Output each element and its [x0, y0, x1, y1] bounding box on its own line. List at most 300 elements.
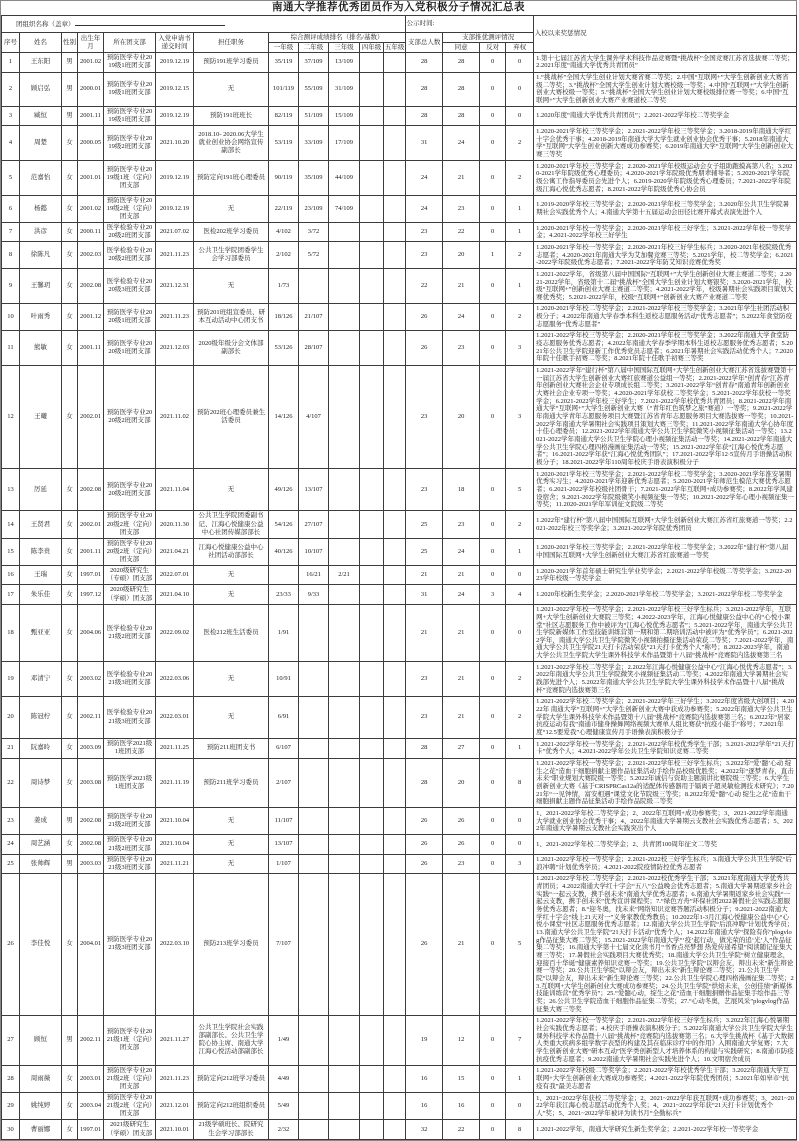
cell-duty: 无 — [194, 854, 269, 873]
cell-rank-grade5 — [384, 365, 406, 469]
cell-abstain: 2 — [506, 511, 534, 538]
cell-name: 顾恒 — [20, 1015, 62, 1065]
cell-no: 30 — [2, 1120, 20, 1139]
cell-apply-date: 2021.10.01 — [156, 1120, 194, 1139]
cell-oppose: 0 — [480, 365, 506, 469]
cell-abstain: 2 — [506, 126, 534, 161]
cell-duty: 无 — [194, 566, 269, 585]
cell-branch-total: 28 — [406, 53, 443, 72]
cell-branch-total: 28 — [406, 72, 443, 107]
cell-abstain: 1 — [506, 739, 534, 758]
cell-duty: 医检212班生活委员 — [194, 604, 269, 662]
cell-rank-grade4 — [360, 585, 384, 604]
cell-rank-grade1: 5/49 — [269, 1093, 299, 1120]
cell-no: 5 — [2, 161, 20, 196]
cell-name: 臧恒 — [20, 107, 62, 126]
cell-rank-grade3 — [329, 469, 360, 511]
cell-abstain: 0 — [506, 107, 534, 126]
cell-branch-total: 23 — [406, 242, 443, 269]
cell-sex: 男 — [62, 72, 78, 107]
cell-name: 姜成 — [20, 808, 62, 835]
cell-rank-grade1: 10/91 — [269, 662, 299, 697]
cell-branch: 2021级研究生（学硕）团支部 — [104, 1120, 156, 1139]
cell-rank-grade4 — [360, 662, 384, 697]
cell-no: 11 — [2, 330, 20, 365]
cell-sex: 女 — [62, 873, 78, 1015]
cell-apply-date: 2022.03.01 — [156, 696, 194, 738]
table-row — [2, 758, 797, 808]
cell-apply-date: 2021.07.02 — [156, 223, 194, 242]
col-header-no: 序号 — [2, 33, 20, 53]
cell-rank-grade5 — [384, 662, 406, 697]
cell-apply-date: 2019.12.15 — [156, 72, 194, 107]
cell-agree: 26 — [443, 808, 480, 835]
cell-no: 6 — [2, 195, 20, 222]
cell-rank-grade4 — [360, 604, 384, 662]
table-row — [2, 585, 797, 604]
cell-rank-grade1 — [269, 566, 299, 585]
cell-rank-grade2 — [299, 854, 329, 873]
cell-abstain: 1 — [506, 195, 534, 222]
cell-sex: 女 — [62, 538, 78, 565]
cell-apply-date: 2019.12.19 — [156, 53, 194, 72]
cell-rank-grade1: 1/49 — [269, 1015, 299, 1065]
cell-rank-grade2: 33/109 — [299, 126, 329, 161]
cell-awards: 1、2021-2022学年校二等奖学金；2、共青团100周年征文二等奖 — [534, 835, 797, 854]
cell-rank-grade4 — [360, 739, 384, 758]
table-row — [2, 126, 797, 161]
cell-birth: 2003.03 — [78, 854, 104, 873]
cell-branch: 2020级研究生（学硕）团支部 — [104, 585, 156, 604]
cell-branch: 医学检验专业2021级3班团支部 — [104, 662, 156, 697]
cell-duty: 无 — [194, 585, 269, 604]
cell-no: 19 — [2, 662, 20, 697]
cell-rank-grade2: 9/33 — [299, 585, 329, 604]
cell-duty: 2018.10- 2020.06大学生就业创业协会网络宣传副部长 — [194, 126, 269, 161]
cell-sex: 男 — [62, 107, 78, 126]
cell-agree: 28 — [443, 72, 480, 107]
cell-oppose: 0 — [480, 1015, 506, 1065]
cell-awards: 1.2020年校新生奖学金；2.2020-2021学年校二等奖学金；3.2021-2022学年校二等奖学金 — [534, 585, 797, 604]
col-header-grade3: 三年级 — [329, 43, 360, 53]
cell-sex: 女 — [62, 1065, 78, 1092]
cell-abstain: 3 — [506, 854, 534, 873]
cell-branch: 医学检验专业2021级2班团支部 — [104, 604, 156, 662]
cell-duty: 预防191班班长 — [194, 107, 269, 126]
cell-awards: 1.第十七届江苏省大学生课外学术科技作品竞赛暨“挑战杯”全国竞赛江苏省选拔赛二等奖；2.2021年度“南通大学优秀共青团员” — [534, 53, 797, 72]
cell-abstain: 3 — [506, 365, 534, 469]
col-header-grade5: 五年级 — [384, 43, 406, 53]
cell-name: 王曦 — [20, 365, 62, 469]
cell-sex: 女 — [62, 739, 78, 758]
cell-apply-date: 2019.12.19 — [156, 107, 194, 126]
cell-rank-grade3 — [329, 269, 360, 304]
table-row — [2, 107, 797, 126]
cell-rank-grade1: 6/91 — [269, 696, 299, 738]
signature-line — [75, 19, 225, 26]
cell-abstain: 2 — [506, 242, 534, 269]
table-row — [2, 1093, 797, 1120]
cell-rank-grade1: 22/119 — [269, 195, 299, 222]
cell-rank-grade4 — [360, 873, 384, 1015]
cell-rank-grade1: 1/73 — [269, 269, 299, 304]
cell-oppose: 0 — [480, 739, 506, 758]
cell-no: 8 — [2, 242, 20, 269]
cell-no: 1 — [2, 53, 20, 72]
cell-branch-total: 22 — [406, 269, 443, 304]
cell-awards: 1.2020-2021学年首年硕士研究生学业奖学金；2.2021-2022学年校级二等奖学金；3.2022-2023学年校级一等奖学金 — [534, 566, 797, 585]
cell-branch-total: 32 — [406, 1120, 443, 1139]
cell-oppose: 0 — [480, 126, 506, 161]
cell-apply-date: 2021.10.04 — [156, 835, 194, 854]
cell-branch: 预防医学2021级1班团支部 — [104, 758, 156, 808]
cell-duty: 预防191班学习委员 — [194, 53, 269, 72]
cell-abstain: 0 — [506, 53, 534, 72]
cell-rank-grade5 — [384, 330, 406, 365]
table-row — [2, 604, 797, 662]
cell-rank-grade1: 53/126 — [269, 330, 299, 365]
cell-branch-total: 19 — [406, 1015, 443, 1065]
cell-branch-total: 25 — [406, 538, 443, 565]
cell-branch: 预防医学专业2019级1班（定向）团支部 — [104, 161, 156, 196]
cell-duty: 无 — [194, 808, 269, 835]
cell-sex: 女 — [62, 696, 78, 738]
cell-awards: 1.2020-2021学年校三等奖学金；2.2020-2021学年校级运动会女子组助跑摸高第八名；3.2020-2021学年院级优秀心理委员；4.2020-2021学年院级优秀朋辈辅导者；5.2020-2021学年院级公寓工作指导委员会先进个人；6.2019-2020学年院级优秀心理委员；7.2021-2022学年院级江海心悦优秀志愿者；8.2021-2022学年院级优秀心协会员 — [534, 161, 797, 196]
cell-no: 22 — [2, 758, 20, 808]
cell-branch-total: 21 — [406, 566, 443, 585]
cell-sex: 女 — [62, 585, 78, 604]
cell-name: 甄亚亚 — [20, 604, 62, 662]
cell-agree: 20 — [443, 242, 480, 269]
cell-sex: 女 — [62, 195, 78, 222]
cell-oppose: 0 — [480, 835, 506, 854]
col-header-branch: 所在团支部 — [104, 33, 156, 53]
cell-duty: 预防定向191班心理委员 — [194, 161, 269, 196]
table-row — [2, 195, 797, 222]
cell-rank-grade3 — [329, 758, 360, 808]
cell-oppose: 0 — [480, 330, 506, 365]
table-row — [2, 330, 797, 365]
cell-name: 陈冠柠 — [20, 696, 62, 738]
cell-rank-grade2: 35/109 — [299, 161, 329, 196]
cell-awards: 1.2020-2021学年校二等奖学金；2.2021-2022学年校三等奖学金；3.2021年学生社团活动积极分子；4.2022年南通大学春季本科生返校志愿服务活动“优秀志愿者”；5.2022年食堂防疫志愿服务“优秀志愿者” — [534, 303, 797, 330]
cell-rank-grade2: 23/109 — [299, 195, 329, 222]
cell-name: 王东阳 — [20, 53, 62, 72]
cell-agree: 28 — [443, 107, 480, 126]
cell-awards: 1.2020-2021学年校三等奖学金；2.2021-2022学年校二等奖学金；3.2020-2021学年淮安暑期优秀实习生；4.2020-2021学年迎新优秀志愿者；5.2020-2021学年师范生模范大赛优秀志愿者；6.2021-2022学年校级社团骨干；7.2021-2022学年互联网+成功参赛奖；8.2022年学风建设宿舍；9.2021-2022学年院级微笑小视频征集一等奖；10.2021-2022学年心理小视频征集一等奖；11.2020-2021学年军训征文院级二等奖 — [534, 469, 797, 511]
cell-branch-total: 23 — [406, 223, 443, 242]
cell-no: 20 — [2, 696, 20, 738]
cell-rank-grade5 — [384, 585, 406, 604]
cell-name: 王瑞 — [20, 566, 62, 585]
cell-rank-grade5 — [384, 223, 406, 242]
cell-duty: 预防202班心理委员兼生活委员 — [194, 365, 269, 469]
table-row — [2, 1065, 797, 1092]
cell-name: 周楚 — [20, 126, 62, 161]
cell-abstain: 0 — [506, 808, 534, 835]
cell-duty: 预防211班学习委员 — [194, 758, 269, 808]
cell-rank-grade3: 74/109 — [329, 195, 360, 222]
cell-sex: 女 — [62, 662, 78, 697]
cell-no: 28 — [2, 1065, 20, 1092]
cell-agree: 20 — [443, 758, 480, 808]
cell-no: 16 — [2, 566, 20, 585]
cell-branch-total: 26 — [406, 854, 443, 873]
cell-branch: 预防医学专业2021级2班团支部 — [104, 835, 156, 854]
cell-rank-grade2 — [299, 1065, 329, 1092]
cell-birth: 2001.11 — [78, 330, 104, 365]
cell-duty: 无 — [194, 835, 269, 854]
cell-branch: 预防医学专业2019级1班团支部 — [104, 107, 156, 126]
cell-rank-grade3 — [329, 538, 360, 565]
cell-apply-date: 2021.11.25 — [156, 739, 194, 758]
cell-rank-grade3: 13/109 — [329, 53, 360, 72]
cell-abstain: 1 — [506, 538, 534, 565]
cell-rank-grade2 — [299, 835, 329, 854]
cell-branch: 预防医学专业2020级2班（定向）团支部 — [104, 511, 156, 538]
col-header-grade1: 一年级 — [269, 43, 299, 53]
cell-rank-grade3 — [329, 242, 360, 269]
cell-awards: 1.2021-2022学年校二等奖学金；2.2021-2022学年三好学生；3.2022年度省级大创项目；4.2022年 南通大学“互联网+”大学生创新创业大赛中获成功参赛奖；5.2022年南通大学公共卫生学院大学生课外科技学术作品暨第十八届“挑战杯”竞赛院内选拔赛第三名；6.2022年“居家抗疫运动有我”南通市健身操舞网络视频大赛单人组比赛获“抗疫小能手”称号；7.2021年度“12.5要爱我”心理健康宣传月手语操表演积极分子 — [534, 696, 797, 738]
cell-rank-grade4 — [360, 107, 384, 126]
cell-oppose: 0 — [480, 195, 506, 222]
cell-branch-total: 21 — [406, 604, 443, 662]
cell-branch-total: 23 — [406, 662, 443, 697]
cell-sex: 女 — [62, 469, 78, 511]
col-header-birth: 出生年月 — [78, 33, 104, 53]
cell-awards: 1.2021-2022学年校二等奖学金；2.2021-2022校优秀学生干部；3.2021年度南通大学优秀共青团员；4.2022南通大学红十字会“五八”公益晚会优秀志愿者；5.南通大学暑期返家乡社会实践“一起云支教，携手创未来”南通大学优秀志愿者；6.南通大学暑期返家乡社会实践“一起云支教，携手创未来”优秀宣讲课程奖；7.“绿色方舟”环保社团2022暑假社会实践志愿服务优秀志愿者；8.“迎冬奥，找未来”网络知识竞赛答题活动积极分子；9.2021-2022南通大学红十字会“线上21天对一”义务家教优秀教员；10.2022年1-3月江海心悦健康公益中心“心悦小课堂”社区志愿服务优秀志愿者；12.南通大学公共卫生学院“后浪冲聘”计划优秀学员；13.南通大学公共卫生学院“21天打卡活动”优秀个人；14.2022年南通大学“探险有你”plogvlog作品征集大赛二等奖；15.2021-2022学年南通大学“‘疫’起行动，做光荣的追‘光’人”作品征集二等奖；16.南通大学第十七届文化读书月“书香点亮梦想 热爱传递希望”阅读随记征集大赛三等奖；17.暑假社会实践项目大赛优秀奖；18.南通大学公共卫生学院“树立健康理念，迎接百十华诞”健康素养知识竞赛一等奖；19.公共卫生学院“以辩会友，辩出未来”新生辩论赛一等奖；20.公共卫生学院“以辩会友，辩出未来”新生辩论赛二等奖；21.公共卫生学院“以辩会友，辩出未来”新生辩论赛三等奖；22.公共卫生学院心理四格漫画征集二等奖；23.互联网+大学生创新创业大赛成功参赛奖；24.公共卫生学院“烘焙未来，公创佳绩”新媒体技能训练营“优秀学员”；25.“爱髓心动，绽生之花”造血干细胞捐赠作品征集手绘作品三等奖；26.公共卫生学院造血干细胞作品征集二等奖；27.“心动冬奥，艺展风采”plogvlog作品征集大赛三等奖 — [534, 873, 797, 1015]
table-row — [2, 242, 797, 269]
cell-branch-total: 31 — [406, 126, 443, 161]
cell-no: 4 — [2, 126, 20, 161]
header-row-top — [2, 16, 797, 33]
cell-duty: 无 — [194, 72, 269, 107]
col-group-vote: 支部推优测评情况 — [443, 33, 534, 43]
cell-duty: 无 — [194, 195, 269, 222]
cell-name: 顾启弘 — [20, 72, 62, 107]
cell-branch-total: 31 — [406, 585, 443, 604]
cell-no: 23 — [2, 808, 20, 835]
cell-sex: 女 — [62, 604, 78, 662]
table-row — [2, 566, 797, 585]
cell-branch-total: 26 — [406, 873, 443, 1015]
cell-agree: 16 — [443, 1093, 480, 1120]
cell-duty: 预防定向212班学习委员 — [194, 1065, 269, 1092]
cell-birth: 2000.01 — [78, 72, 104, 107]
cell-rank-grade5 — [384, 739, 406, 758]
table-row — [2, 873, 797, 1015]
cell-rank-grade4 — [360, 1015, 384, 1065]
cell-branch: 预防医学专业2021级2班（定向）团支部 — [104, 1093, 156, 1120]
cell-awards: 1.2020-2021学年校一等奖学金；2.2020-2021学年校三好学生；3.2021-2022学年校一等奖学金；4.2021-2022学年校三好学生 — [534, 223, 797, 242]
cell-birth: 2003.08 — [78, 758, 104, 808]
table-row — [2, 854, 797, 873]
cell-rank-grade3 — [329, 808, 360, 835]
cell-rank-grade4 — [360, 566, 384, 585]
cell-awards: 1.2022年“建行杯”第八届中国国际互联网+大学生创新创业大赛江苏省红旅赛道一等奖；2.2021-2022年校三等奖学金；3.2021-2022学年院优秀团员 — [534, 511, 797, 538]
cell-birth: 2002.01 — [78, 511, 104, 538]
cell-no: 14 — [2, 511, 20, 538]
cell-agree: 21 — [443, 873, 480, 1015]
cell-sex: 女 — [62, 269, 78, 304]
cell-rank-grade4 — [360, 696, 384, 738]
cell-oppose: 0 — [480, 72, 506, 107]
cell-awards: 1.2021-2022学年校级二等奖学金；2.2021-2022学年校优秀学生干部；3.2022年南通大学互联网+大学生创新创业大赛成功参赛奖；4.2021-2022学年院优秀团员；5.2021年如皋市“抗疫有我”最美志愿者 — [534, 1065, 797, 1092]
cell-awards: 1.2021-2022学年校一等奖学金；2.2021-2022学年校三好学生标兵；3.2021-2022学年，互联网+大学生创新创业大赛院三等奖；4.2022-2023学年，江海心悦健康公益中心的“心悦小课堂”社区志愿服务工作中被评为“江海心悦优秀志愿者”；5.2021-2022学年，南通大学公共卫生学院新媒体工作室技能训练营第一期和第二期培训活动中被评为“优秀学员”；6.2021-2022学年，南通大学公共卫生学院微笑小视频拍摄征集活动荣获二等奖；7.2021-2022学年，南通大学公共卫生学院21天打卡活动荣获“21天打卡优秀个人”称号；8.2022-2023学年，南通大学公共卫生学院大学生课外科技学术作品暨第十八届“挑战杯”竞赛院内选拔赛第三名 — [534, 604, 797, 662]
cell-agree: 12 — [443, 1015, 480, 1065]
cell-rank-grade5 — [384, 72, 406, 107]
cell-agree: 27 — [443, 739, 480, 758]
cell-rank-grade4 — [360, 365, 384, 469]
cell-apply-date: 2022.03.10 — [156, 873, 194, 1015]
col-header-grade2: 二年级 — [299, 43, 329, 53]
table-row — [2, 835, 797, 854]
cell-rank-grade3 — [329, 873, 360, 1015]
cell-apply-date: 2021.11.23 — [156, 242, 194, 269]
cell-duty: 无 — [194, 662, 269, 697]
cell-rank-grade2: 3/72 — [299, 223, 329, 242]
cell-rank-grade2 — [299, 604, 329, 662]
cell-rank-grade5 — [384, 696, 406, 738]
cell-awards: 1.2020年度“南通大学优秀共青团员”；2.2021-2022学年校二等奖学金 — [534, 107, 797, 126]
cell-branch-total: 23 — [406, 469, 443, 511]
cell-rank-grade2 — [299, 739, 329, 758]
cell-birth: 2002.11 — [78, 1015, 104, 1065]
cell-name: 邓清宁 — [20, 662, 62, 697]
cell-abstain: 1 — [506, 269, 534, 304]
cell-apply-date: 2021.10.04 — [156, 808, 194, 835]
cell-sex: 男 — [62, 1015, 78, 1065]
cell-sex: 男 — [62, 53, 78, 72]
cell-sex: 女 — [62, 1093, 78, 1120]
cell-birth: 2004.01 — [78, 873, 104, 1015]
cell-name: 姚纯婷 — [20, 1093, 62, 1120]
cell-branch: 预防医学专业2019级1班团支部 — [104, 53, 156, 72]
cell-rank-grade3: 31/109 — [329, 72, 360, 107]
col-header-abstain: 弃权 — [506, 43, 534, 53]
cell-no: 12 — [2, 365, 20, 469]
cell-apply-date: 2019.12.19 — [156, 161, 194, 196]
cell-rank-grade2 — [299, 873, 329, 1015]
cell-abstain: 7 — [506, 1015, 534, 1065]
col-header-awards: 入校以来奖惩情况 — [534, 16, 797, 53]
cell-branch: 预防医学专业2020级2班团支部 — [104, 469, 156, 511]
cell-agree: 24 — [443, 303, 480, 330]
col-header-sex: 性别 — [62, 33, 78, 53]
cell-rank-grade1: 6/107 — [269, 739, 299, 758]
cell-rank-grade3 — [329, 365, 360, 469]
cell-sex: 女 — [62, 1120, 78, 1139]
cell-oppose: 0 — [480, 662, 506, 697]
cell-rank-grade2: 51/109 — [299, 107, 329, 126]
cell-duty: 江海心悦健康公益中心社团活动部部长 — [194, 538, 269, 565]
cell-agree: 20 — [443, 365, 480, 469]
cell-agree: 21 — [443, 161, 480, 196]
cell-rank-grade4 — [360, 538, 384, 565]
cell-branch: 预防医学专业2020级2班（定向）团支部 — [104, 538, 156, 565]
cell-oppose: 0 — [480, 873, 506, 1015]
cell-agree: 23 — [443, 195, 480, 222]
cell-oppose: 0 — [480, 511, 506, 538]
cell-birth: 1997.01 — [78, 566, 104, 585]
cell-no: 3 — [2, 107, 20, 126]
col-header-duty: 担任职务 — [194, 33, 269, 53]
cell-name: 阮嘉昤 — [20, 739, 62, 758]
cell-birth: 2002.08 — [78, 469, 104, 511]
cell-rank-grade5 — [384, 1065, 406, 1092]
cell-branch: 预防医学专业2021级2班团支部 — [104, 808, 156, 835]
cell-agree: 18 — [443, 469, 480, 511]
cell-agree: 23 — [443, 330, 480, 365]
cell-apply-date: 2022.09.02 — [156, 604, 194, 662]
cell-birth: 1997.12 — [78, 585, 104, 604]
cell-birth: 2003.02 — [78, 662, 104, 697]
cell-rank-grade4 — [360, 53, 384, 72]
cell-agree: 24 — [443, 585, 480, 604]
cell-rank-grade3: 44/109 — [329, 161, 360, 196]
cell-rank-grade5 — [384, 511, 406, 538]
cell-rank-grade1: 11/107 — [269, 808, 299, 835]
cell-awards: 1.2020-2021学年校一等奖学金；2.2020-2021年校三好学生标兵；3.2020-2021年校院级优秀志愿者；4.2020-2021年南通大学为艾加餐竞赛三等奖；5.2021学年，校二等奖学金；6.2021-2022学年院级优秀志愿者；7.2021-2022学年防艾知识竞赛优秀奖 — [534, 242, 797, 269]
cell-branch: 预防医学专业2021级3班团支部 — [104, 873, 156, 1015]
cell-branch: 预防医学2021级1班团支部 — [104, 739, 156, 758]
cell-branch-total: 23 — [406, 365, 443, 469]
cell-name: 周诗梦 — [20, 758, 62, 808]
cell-rank-grade1: 13/107 — [269, 835, 299, 854]
cell-branch-total: 16 — [406, 1065, 443, 1092]
col-header-apply-date: 入党申请书递交时间 — [156, 33, 194, 53]
cell-rank-grade2 — [299, 1093, 329, 1120]
cell-apply-date: 2022.07.01 — [156, 566, 194, 585]
org-name-label: 团组织名称（盖章） — [16, 20, 75, 28]
cell-birth: 2001.02 — [78, 53, 104, 72]
cell-agree: 28 — [443, 53, 480, 72]
cell-abstain: 5 — [506, 469, 534, 511]
cell-apply-date: 2020.11.30 — [156, 511, 194, 538]
cell-branch: 医学检验专业2020级2班团支部 — [104, 223, 156, 242]
cell-no: 18 — [2, 604, 20, 662]
table-row — [2, 739, 797, 758]
cell-birth: 2002.08 — [78, 808, 104, 835]
cell-rank-grade3 — [329, 511, 360, 538]
cell-birth: 2002.03 — [78, 242, 104, 269]
cell-sex: 女 — [62, 835, 78, 854]
cell-rank-grade1: 40/126 — [269, 538, 299, 565]
cell-rank-grade4 — [360, 758, 384, 808]
cell-birth: 2003.01 — [78, 1065, 104, 1092]
cell-apply-date: 2021.12.31 — [156, 269, 194, 304]
cell-rank-grade1: 2/102 — [269, 242, 299, 269]
cell-birth: 2001.12 — [78, 303, 104, 330]
cell-branch: 预防医学专业2020级1班团支部 — [104, 303, 156, 330]
cell-duty: 无 — [194, 469, 269, 511]
cell-agree: 21 — [443, 566, 480, 585]
cell-oppose: 0 — [480, 808, 506, 835]
cell-rank-grade2 — [299, 1015, 329, 1065]
cell-apply-date: 2021.11.02 — [156, 365, 194, 469]
cell-birth: 2001.11 — [78, 107, 104, 126]
col-header-agree: 同意 — [443, 43, 480, 53]
cell-abstain: 2 — [506, 696, 534, 738]
cell-apply-date: 2021.11.19 — [156, 758, 194, 808]
page-title: 南通大学推荐优秀团员作为入党积极分子情况汇总表 — [272, 2, 525, 13]
cell-rank-grade3 — [329, 854, 360, 873]
table-body — [2, 53, 797, 1139]
cell-branch: 医学检验专业2020级2班团支部 — [104, 242, 156, 269]
cell-agree: 23 — [443, 854, 480, 873]
cell-agree: 23 — [443, 511, 480, 538]
cell-rank-grade1: 35/119 — [269, 53, 299, 72]
